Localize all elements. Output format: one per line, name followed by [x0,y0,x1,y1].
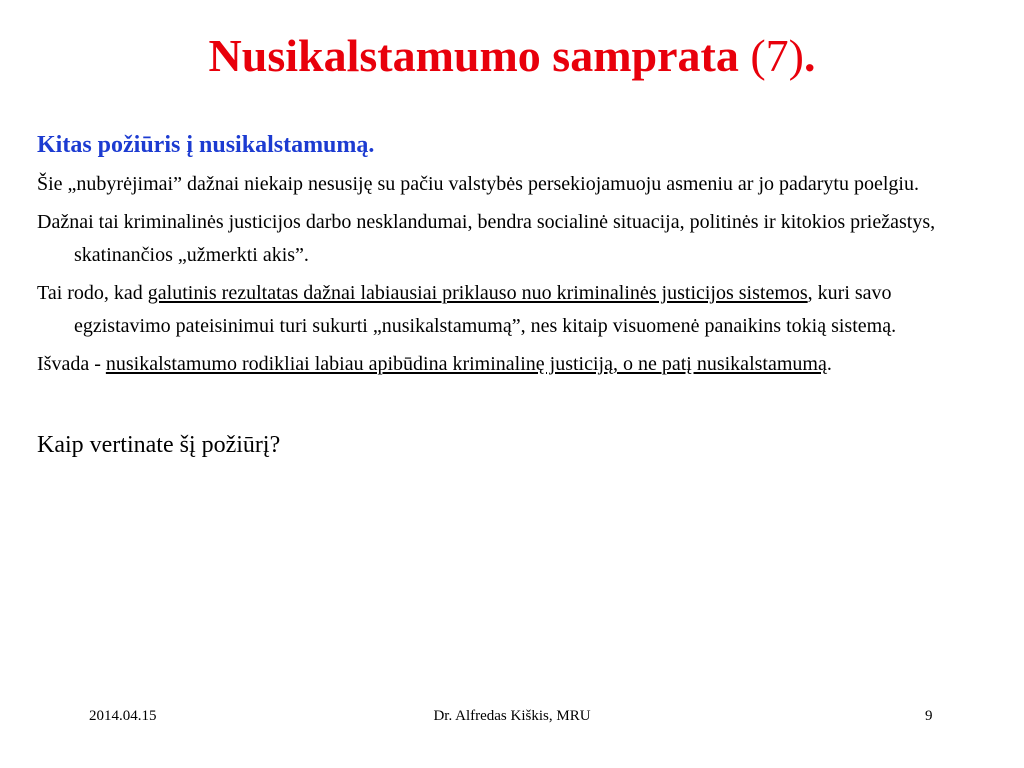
paragraph-3-lead: Tai rodo, kad [37,282,148,304]
paragraph-4 [37,348,987,381]
paragraph-4-tail: . [826,353,832,375]
slide-title-number: (7) [750,30,804,81]
paragraph-4-lead: Išvada - [37,353,106,375]
slide-title-main: Nusikalstamumo samprata [208,30,739,81]
paragraph-2: Dažnai tai kriminalinės justicijos darbo nesklandumai, bendra socialinė situacija, politinės ir kitokios priežastys, skatinančios „užmerkti akis”. [37,211,936,266]
footer-author: Dr. Alfredas Kiškis, MRU [433,708,591,724]
slide-body [37,128,987,462]
footer-page-number: 9 [925,708,933,724]
paragraph-3 [37,277,987,343]
footer-date: 2014.04.15 [89,708,157,724]
slide-title [0,28,1024,83]
slide-question: Kaip vertinate šį požiūrį? [37,432,281,458]
slide-title-dot: . [803,30,816,81]
paragraph-4-underlined: nusikalstamumo rodikliai labiau apibūdina kriminalinę justiciją, o ne patį nusikalstamumą [105,353,827,375]
paragraph-1: Šie „nubyrėjimai” dažnai niekaip nesusiję su pačiu valstybės persekiojamuoju asmeniu ar jo padarytu poelgiu. [37,173,919,195]
paragraph-3-tail: , kuri savo egzistavimo pateisinimui turi sukurti „nusikalstamumą”, nes kitaip visuomenė panaikins tokią sistemą. [74,282,897,337]
paragraph-3-underlined: galutinis rezultatas dažnai labiausiai priklauso nuo kriminalinės justicijos sistemos [147,282,808,304]
slide-subheading: Kitas požiūris į nusikalstamumą. [37,132,375,158]
